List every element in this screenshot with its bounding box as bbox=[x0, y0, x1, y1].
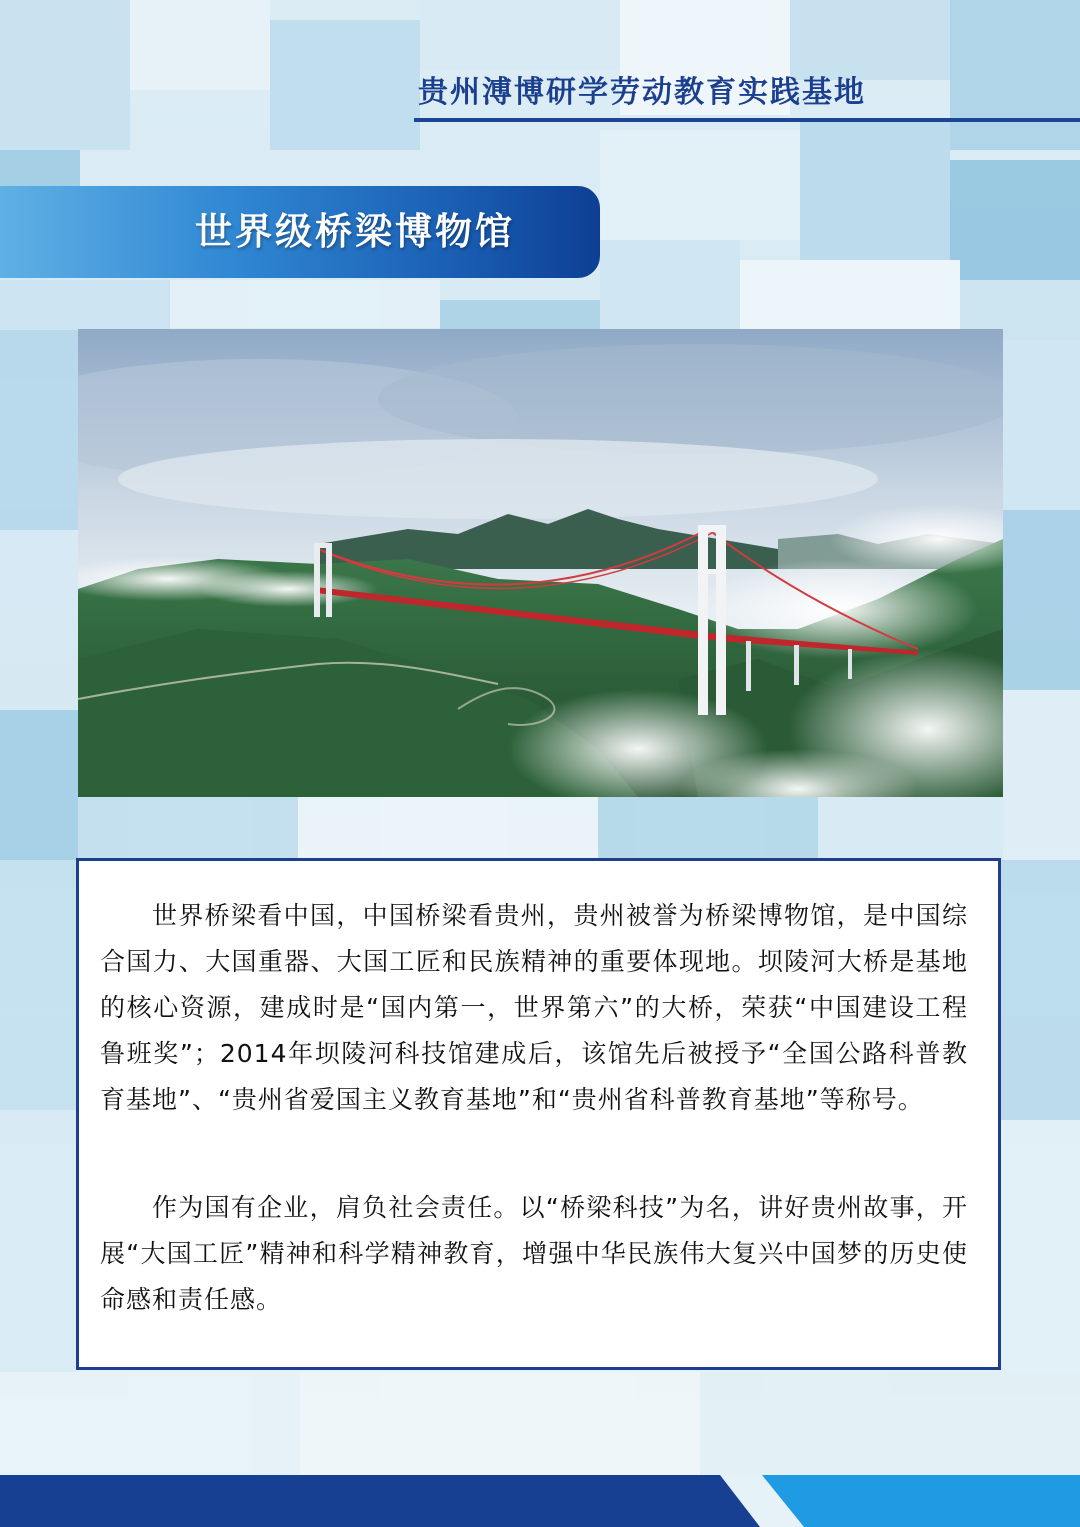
description-paragraph-1: 世界桥梁看中国，中国桥梁看贵州，贵州被誉为桥梁博物馆，是中国综合国力、大国重器、大国工匠和民族精神的重要体现地。坝陵河大桥是基地的核心资源，建成时是“国内第一，世界第六”的大桥，荣获“中国建设工程鲁班奖”；2014年坝陵河科技馆建成后，该馆先后被授予“全国公路科普教育基地”、“贵州省爱国主义教育基地”和“贵州省科普教育基地”等称号。 bbox=[100, 901, 968, 1114]
description-paragraph-2: 作为国有企业，肩负社会责任。以“桥梁科技”为名，讲好贵州故事，开展“大国工匠”精神和科学精神教育，增强中华民族伟大复兴中国梦的历史使命感和责任感。 bbox=[100, 1193, 968, 1314]
header-divider bbox=[414, 118, 1080, 122]
footer-bar-dark bbox=[0, 1475, 760, 1527]
section-title: 世界级桥梁博物馆 bbox=[195, 210, 515, 253]
organization-header: 贵州溥博研学劳动教育实践基地 bbox=[418, 75, 866, 110]
bridge-photo bbox=[78, 329, 1003, 797]
footer-bar-light bbox=[762, 1475, 1080, 1527]
